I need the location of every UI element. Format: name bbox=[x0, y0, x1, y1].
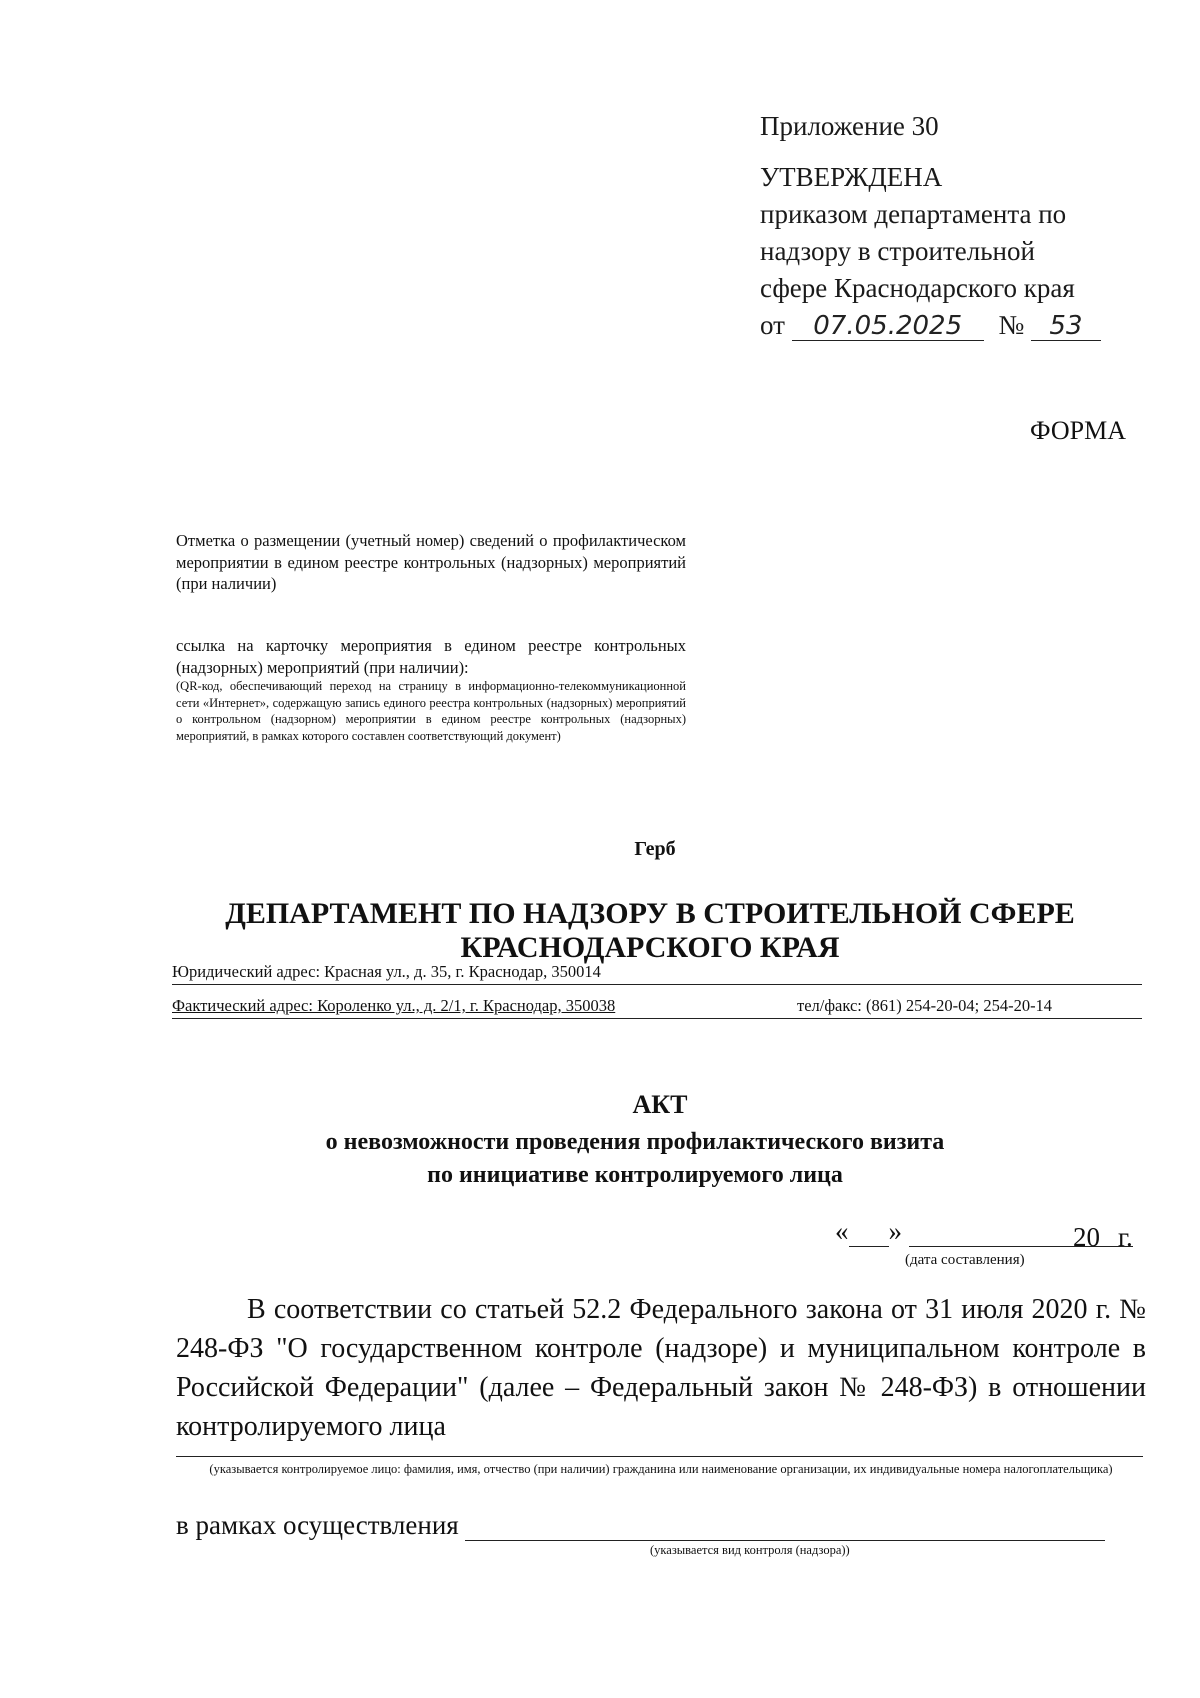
controlled-person-blank bbox=[176, 1456, 1143, 1457]
act-body-paragraph: В соответствии со статьей 52.2 Федерального закона от 31 июля 2020 г. № 248-ФЗ "О государственном контроле (надзоре) и муниципальном контроле в Российской Федерации" (далее – Федеральный закон № 248-ФЗ) в отношении контролируемого лица bbox=[176, 1294, 1146, 1442]
registry-link-text: ссылка на карточку мероприятия в едином реестре контрольных (надзорных) мероприятий (при наличии): bbox=[176, 636, 686, 677]
control-type-caption: (указывается вид контроля (надзора)) bbox=[650, 1543, 850, 1557]
emblem-placeholder: Герб bbox=[634, 838, 676, 860]
order-line-1: приказом департамента по bbox=[760, 199, 1067, 229]
within-label: в рамках осуществления bbox=[176, 1510, 459, 1540]
actual-address-row bbox=[172, 996, 1142, 1019]
approved-label: УТВЕРЖДЕНА bbox=[760, 162, 943, 192]
act-subtitle bbox=[150, 1126, 1120, 1192]
appendix-label: Приложение 30 bbox=[760, 111, 939, 141]
date-quote-open: « bbox=[835, 1216, 849, 1246]
day-blank bbox=[849, 1222, 889, 1247]
act-subtitle-line-1: о невозможности проведения профилактического визита bbox=[325, 1129, 945, 1155]
department-name-line-2: КРАСНОДАРСКОГО КРАЯ bbox=[460, 931, 840, 964]
department-name-line-1: ДЕПАРТАМЕНТ ПО НАДЗОРУ В СТРОИТЕЛЬНОЙ СФЕРЕ bbox=[225, 897, 1075, 930]
approval-block bbox=[760, 108, 1101, 344]
registry-mark-text: Отметка о размещении (учетный номер) сведений о профилактическом мероприятии в едином реестре контрольных (надзорных) мероприятий (при наличии) bbox=[176, 531, 686, 593]
control-type-blank bbox=[465, 1516, 1105, 1541]
date-quote-close: » bbox=[888, 1216, 902, 1246]
month-year-blank bbox=[909, 1222, 1133, 1252]
date-line bbox=[835, 1216, 1133, 1252]
year-suffix: г. bbox=[1117, 1222, 1133, 1252]
order-number-field: 53 bbox=[1031, 312, 1101, 341]
control-type-line bbox=[176, 1510, 1105, 1541]
order-from-label: от bbox=[760, 310, 785, 340]
date-caption: (дата составления) bbox=[905, 1252, 1025, 1268]
legal-address bbox=[172, 962, 1142, 985]
order-date-field: 07.05.2025 bbox=[792, 312, 984, 341]
year-prefix: 20 bbox=[1072, 1222, 1100, 1252]
qr-code-note: (QR-код, обеспечивающий переход на страницу в информационно-телекоммуникационной сети «Интернет», содержащую запись единого реестра контрольных (надзорных) мероприятий о контрольном (надзорном) мероприятии в едином реестре контрольных (надзорных) мероприятий, в рамках которого составлен соответствующий документ) bbox=[176, 679, 686, 743]
actual-address-text: Фактический адрес: Короленко ул., д. 2/1, г. Краснодар, 350038 bbox=[172, 996, 616, 1015]
order-line-3: сфере Краснодарского края bbox=[760, 273, 1075, 303]
order-no-label: № bbox=[998, 310, 1025, 340]
department-name bbox=[150, 897, 1150, 965]
legal-address-text: Юридический адрес: Красная ул., д. 35, г. Краснодар, 350014 bbox=[172, 962, 601, 981]
controlled-person-caption: (указывается контролируемое лицо: фамилия, имя, отчество (при наличии) гражданина или наименование организации, их индивидуальные номера налогоплательщика) bbox=[209, 1462, 1113, 1476]
order-line-2: надзору в строительной bbox=[760, 236, 1035, 266]
form-label: ФОРМА bbox=[1030, 416, 1126, 445]
order-date-line bbox=[760, 307, 1101, 344]
act-title: АКТ bbox=[632, 1090, 688, 1119]
phone-fax-text: тел/факс: (861) 254-20-04; 254-20-14 bbox=[797, 996, 1053, 1015]
act-subtitle-line-2: по инициативе контролируемого лица bbox=[427, 1162, 843, 1188]
